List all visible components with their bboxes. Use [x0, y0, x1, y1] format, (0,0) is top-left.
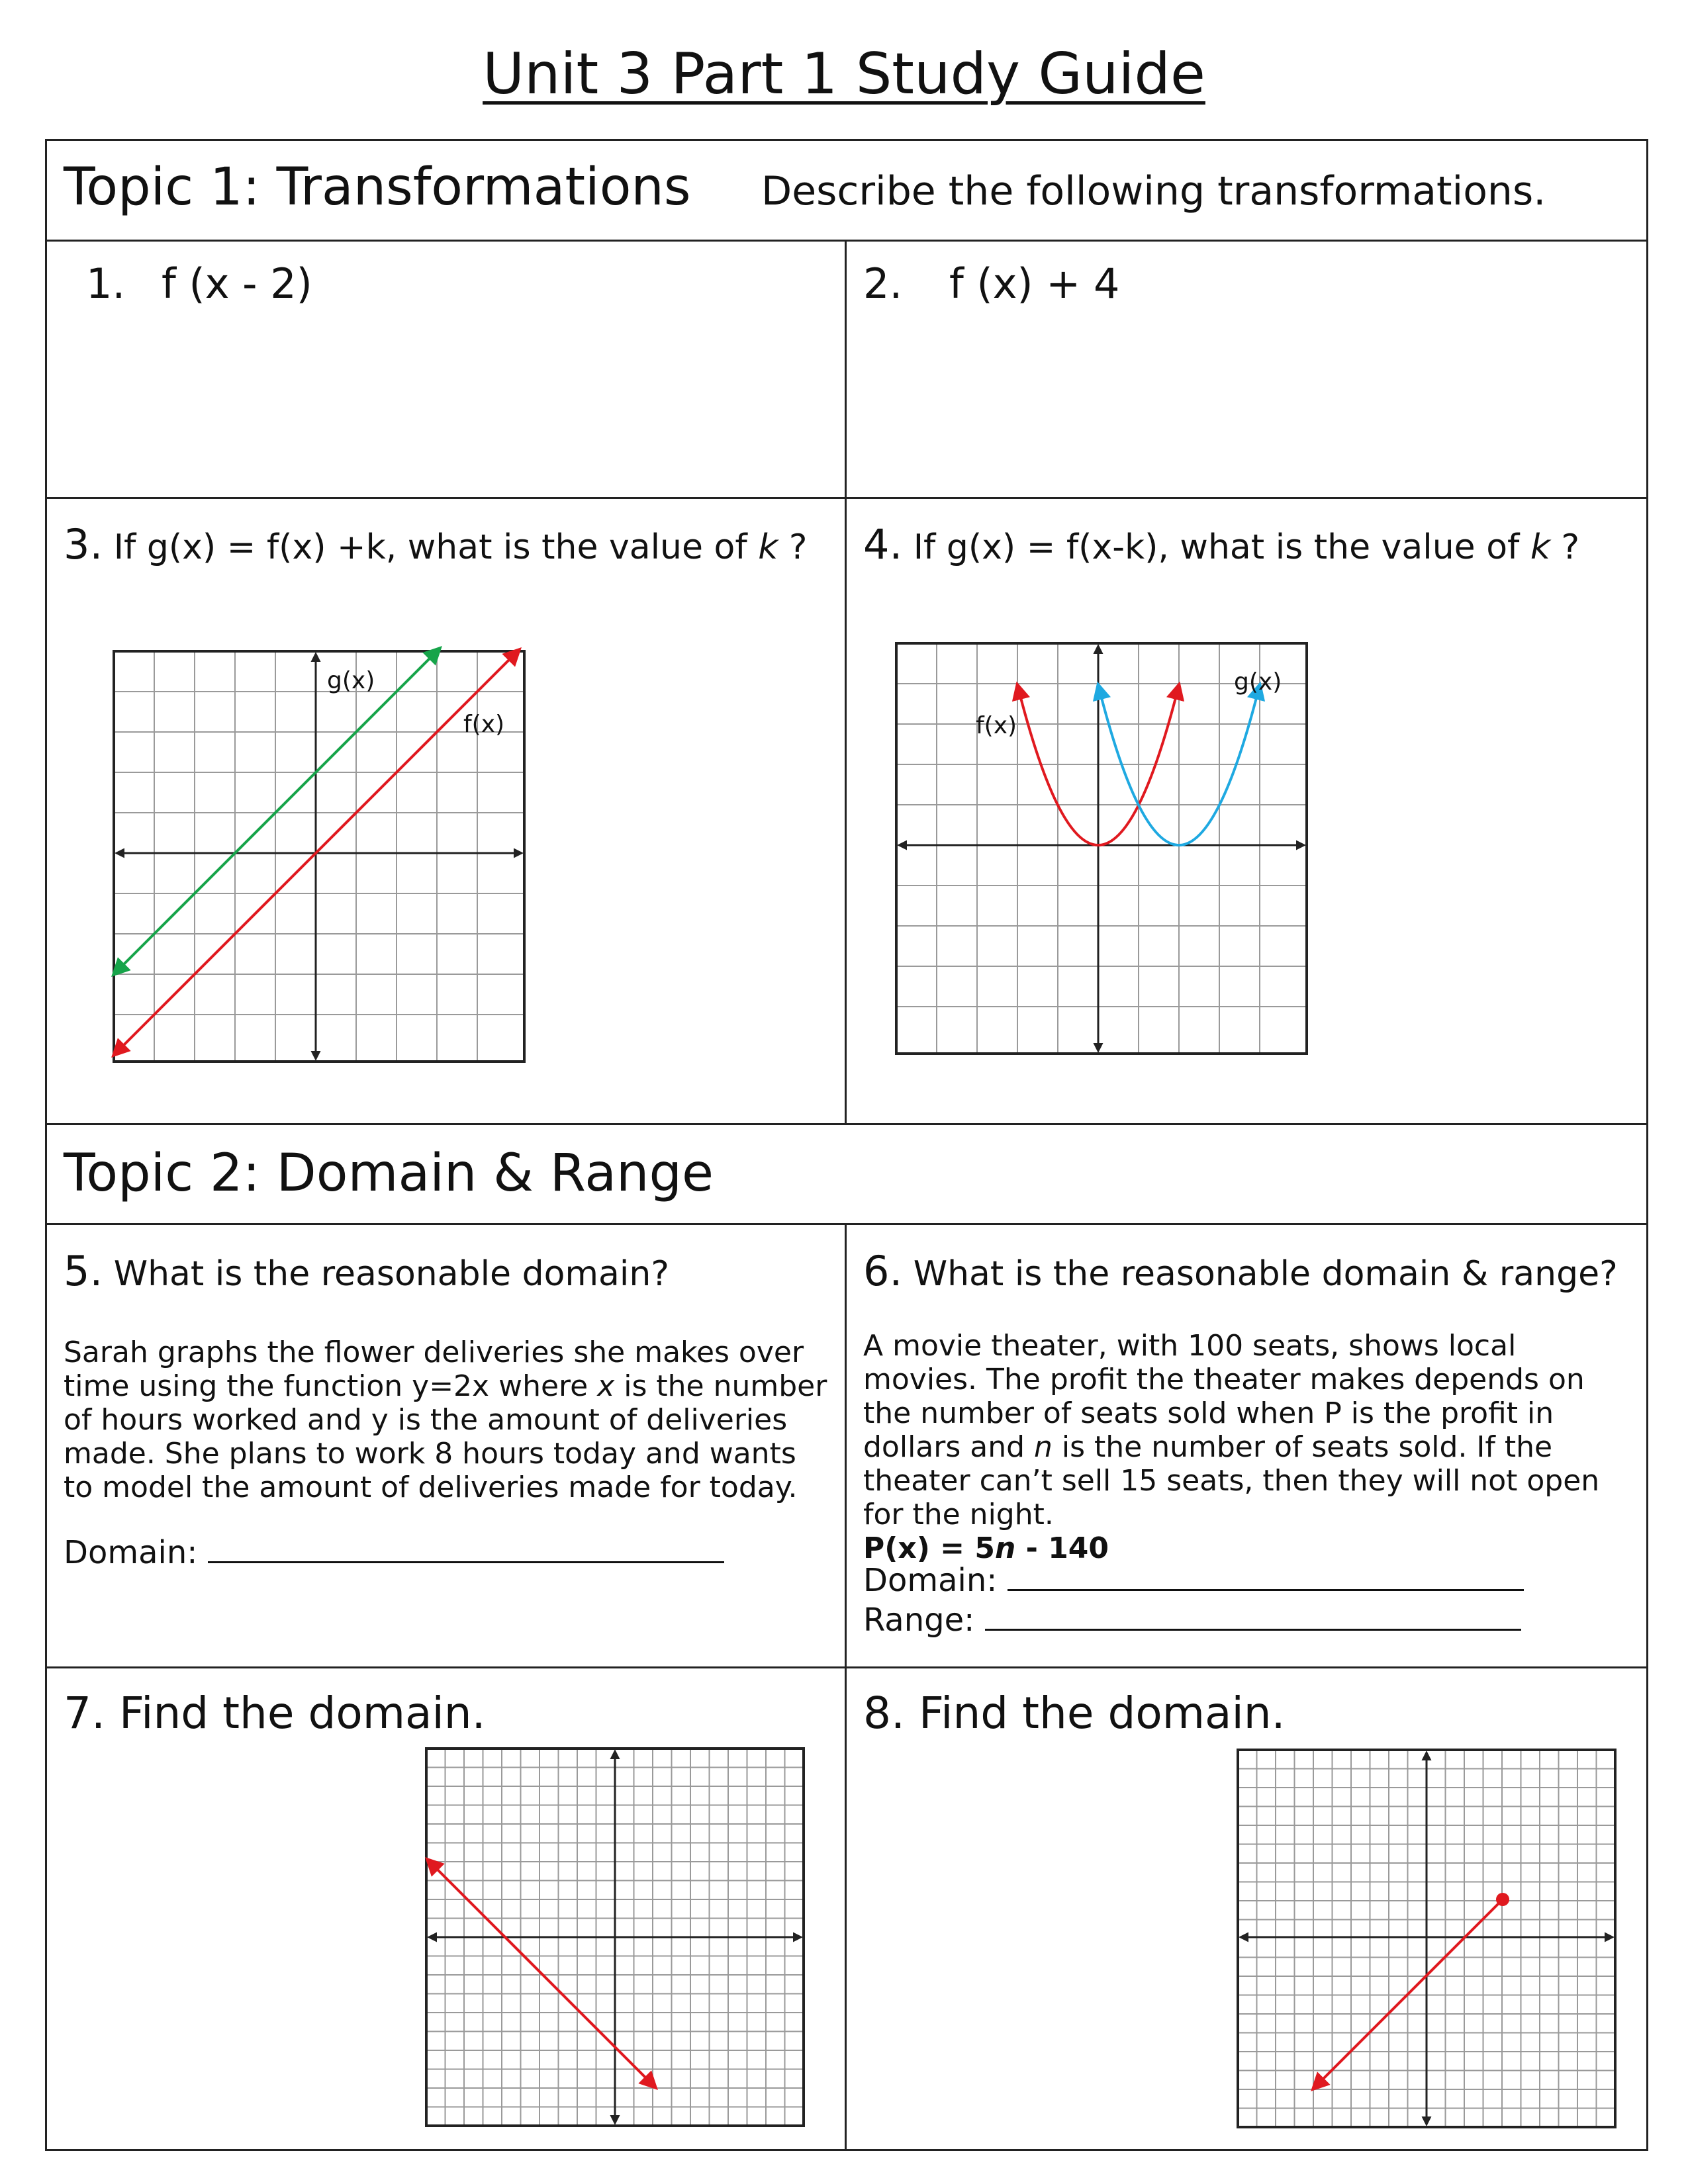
q4-graph [896, 643, 1307, 1054]
q5-number: 5. [64, 1247, 103, 1295]
q6-formula-end: - 140 [1015, 1531, 1109, 1565]
q5-para-x: x [597, 1369, 615, 1403]
q5-text: What is the reasonable domain? [113, 1254, 669, 1294]
q7-graph [426, 1749, 804, 2126]
q7-question: 7. Find the domain. [64, 1688, 486, 1739]
graph-border [896, 643, 1307, 1054]
f-label: f(x) [976, 712, 1017, 739]
q2-number: 2. [863, 259, 903, 308]
q6-para-rest: is the number of seats sold. If the theater can’t sell 15 seats, then they will not open for the night. [863, 1430, 1600, 1531]
column-divider [845, 1223, 847, 2151]
grid-lines [896, 643, 1307, 1054]
q6-question [863, 1247, 1618, 1295]
q6-para-n: n [1034, 1430, 1053, 1464]
grid-lines [114, 651, 524, 1062]
row-divider [45, 1666, 1648, 1668]
q6-formula-n: n [994, 1531, 1016, 1565]
f-label: f(x) [463, 711, 505, 738]
q4-question [863, 520, 1579, 569]
row-divider [45, 240, 1648, 242]
red-line [428, 1860, 655, 2087]
q5-para-start: Sarah graphs the flower deliveries she makes over time using the function y=2x where [64, 1336, 804, 1403]
g-label: g(x) [1234, 668, 1282, 696]
q6-domain-label: Domain: [863, 1562, 998, 1599]
q6-formula-start: P(x) = 5 [863, 1531, 995, 1565]
topic-1-heading: Topic 1: Transformations [64, 158, 691, 217]
q5-paragraph [64, 1336, 831, 1504]
q6-para-start: A movie theater, with 100 seats, shows local movies. The profit the theater makes depends on the number of seats sold when P is the profit in dollars and [863, 1329, 1585, 1464]
q6-text: What is the reasonable domain & range? [913, 1254, 1618, 1294]
q1-number: 1. [86, 259, 126, 308]
q3-variable: k [758, 527, 778, 567]
topic-2-heading: Topic 2: Domain & Range [64, 1144, 714, 1203]
q6-domain-row [863, 1562, 1524, 1599]
q4-variable: k [1530, 527, 1550, 567]
q4-number: 4. [863, 520, 903, 569]
q3-graph [114, 651, 524, 1062]
page-title: Unit 3 Part 1 Study Guide [483, 41, 1205, 107]
q6-range-label: Range: [863, 1602, 975, 1639]
graph-border [114, 651, 524, 1062]
q6-formula [863, 1531, 1109, 1565]
q8-question: 8. Find the domain. [863, 1688, 1286, 1739]
q6-number: 6. [863, 1247, 903, 1295]
q1-expression: f (x - 2) [162, 259, 312, 308]
q6-range-row [863, 1602, 1521, 1639]
g-label: g(x) [327, 667, 375, 694]
column-divider [845, 240, 847, 1123]
topic-1-instruction: Describe the following transformations. [761, 168, 1546, 214]
row-divider [45, 1123, 1648, 1125]
q5-domain-row [64, 1534, 724, 1571]
q2-expression: f (x) + 4 [949, 259, 1120, 308]
q5-para-rest: is the number of hours worked and y is the amount of deliveries made. She plans to work 8 hours today and wants to model the amount of deliveries made for today. [64, 1369, 827, 1504]
q6-range-blank[interactable] [985, 1629, 1521, 1631]
q6-paragraph [863, 1329, 1635, 1565]
q3-number: 3. [64, 520, 103, 569]
q3-question [64, 520, 807, 569]
q5-domain-label: Domain: [64, 1534, 198, 1571]
q4-end: ? [1561, 527, 1580, 567]
q6-domain-blank[interactable] [1008, 1589, 1524, 1591]
g-line [114, 649, 440, 974]
q4-text: If g(x) = f(x-k), what is the value of [913, 527, 1520, 567]
closed-endpoint [1496, 1893, 1509, 1906]
q8-graph [1238, 1750, 1615, 2127]
q5-domain-blank[interactable] [208, 1561, 724, 1563]
q3-text: If g(x) = f(x) +k, what is the value of [113, 527, 747, 567]
q5-question [64, 1247, 669, 1295]
row-divider [45, 1223, 1648, 1225]
row-divider [45, 497, 1648, 499]
q3-end: ? [788, 527, 808, 567]
